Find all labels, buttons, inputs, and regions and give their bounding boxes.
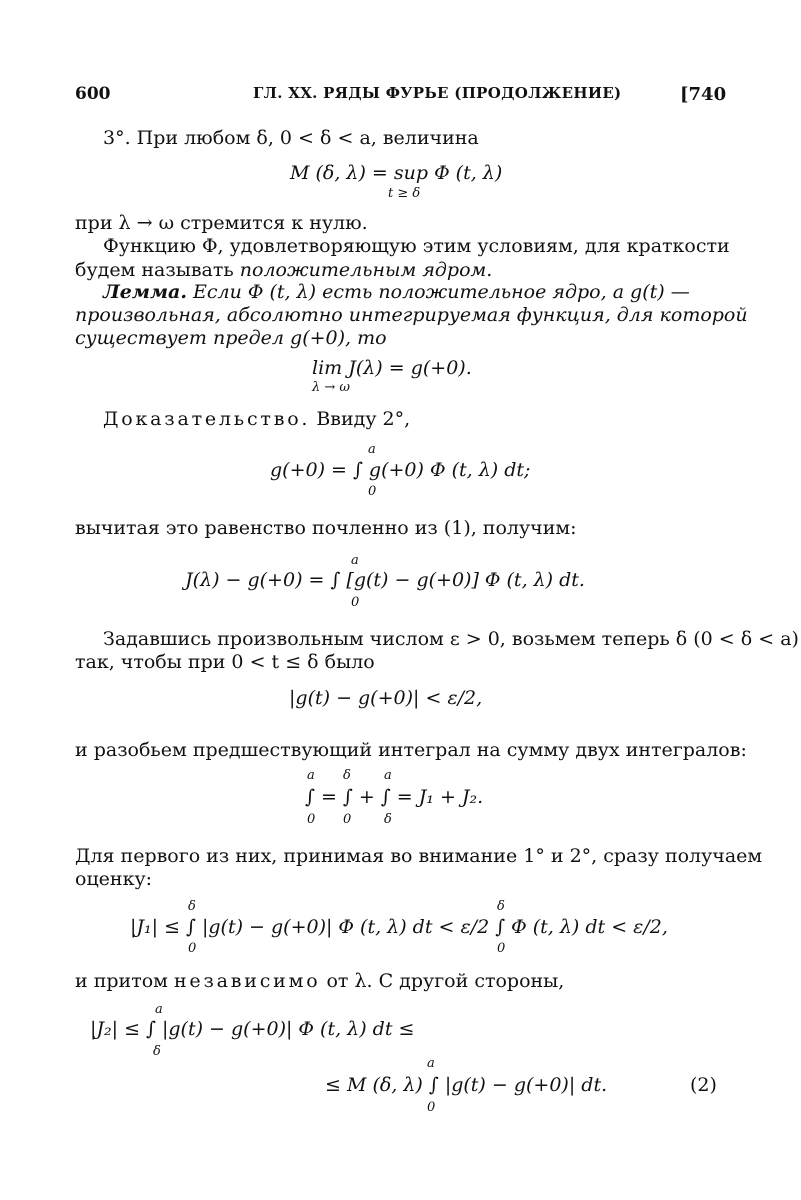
text-line: при λ → ω стремится к нулю. xyxy=(75,212,368,234)
text-span: и притом xyxy=(75,970,174,992)
integral-lower-limit: 0 xyxy=(497,941,506,956)
integral-upper-limit: a xyxy=(384,768,392,783)
integral-lower-limit: 0 xyxy=(427,1100,436,1115)
text-line: Функцию Φ, удовлетворяющую этим условиям, для краткости xyxy=(103,235,730,257)
formula-limit: lim J(λ) = g(+0). xyxy=(312,357,472,379)
integral-upper-limit: δ xyxy=(343,768,351,783)
lemma-text: Если Φ (t, λ) есть положительное ядро, а g(t) — xyxy=(186,281,690,303)
integral-lower-limit: 0 xyxy=(188,941,197,956)
formula-integral: g(+0) = ∫ g(+0) Φ (t, λ) dt; xyxy=(270,459,531,481)
text-line: оценку: xyxy=(75,868,153,890)
integral-upper-limit: a xyxy=(368,442,376,457)
integral-lower-limit: 0 xyxy=(368,484,377,499)
equation-number: (2) xyxy=(690,1074,717,1096)
integral-lower-limit: 0 xyxy=(343,812,352,827)
formula-epsilon-bound: |g(t) − g(+0)| < ε/2, xyxy=(289,687,483,709)
formula-difference: J(λ) − g(+0) = ∫ [g(t) − g(+0)] Φ (t, λ) dt. xyxy=(185,569,585,591)
text-spaced: независимо xyxy=(173,970,321,992)
text-span: будем называть xyxy=(75,259,240,281)
lemma-line: существует предел g(+0), то xyxy=(75,327,387,349)
proof-word: Доказательство. xyxy=(103,408,311,430)
section-number: [740 xyxy=(680,84,727,105)
text-line xyxy=(75,970,564,992)
integral-lower-limit: 0 xyxy=(351,595,360,610)
integral-lower-limit: 0 xyxy=(307,812,316,827)
page-number: 600 xyxy=(75,84,111,104)
lemma-line: произвольная, абсолютно интегрируемая функция, для которой xyxy=(75,304,748,326)
text-line: 3°. При любом δ, 0 < δ < a, величина xyxy=(103,127,479,149)
text-line xyxy=(103,408,410,430)
integral-upper-limit: a xyxy=(307,768,315,783)
text-line xyxy=(75,259,492,281)
integral-upper-limit: a xyxy=(155,1002,163,1017)
integral-upper-limit: δ xyxy=(188,899,196,914)
text-line: так, чтобы при 0 < t ≤ δ было xyxy=(75,651,375,673)
formula-j2-estimate: |J₂| ≤ ∫ |g(t) − g(+0)| Φ (t, λ) dt ≤ xyxy=(90,1018,415,1040)
integral-lower-limit: δ xyxy=(384,812,392,827)
integral-upper-limit: a xyxy=(427,1056,435,1071)
text-line: Для первого из них, принимая во внимание 1° и 2°, сразу получаем xyxy=(75,845,763,867)
text-line: и разобьем предшествующий интеграл на сумму двух интегралов: xyxy=(75,739,747,761)
formula-limit-subscript: λ → ω xyxy=(312,380,350,395)
lemma-line xyxy=(103,281,690,303)
text-span: Ввиду 2°, xyxy=(310,408,411,430)
integral-upper-limit: a xyxy=(351,553,359,568)
term-positive-kernel: положительным ядром. xyxy=(239,259,493,281)
text-line: Задавшись произвольным числом ε > 0, возьмем теперь δ (0 < δ < a) xyxy=(103,628,799,650)
integral-upper-limit: δ xyxy=(497,899,505,914)
lemma-heading: Лемма. xyxy=(103,281,187,303)
text-span: от λ. С другой стороны, xyxy=(320,970,565,992)
text-line: вычитая это равенство почленно из (1), получим: xyxy=(75,517,577,539)
formula-sup: M (δ, λ) = sup Φ (t, λ) xyxy=(290,162,503,184)
formula-j2-bound: ≤ M (δ, λ) ∫ |g(t) − g(+0)| dt. xyxy=(325,1074,608,1096)
formula-j1-estimate: |J₁| ≤ ∫ |g(t) − g(+0)| Φ (t, λ) dt < ε/2 ∫ Φ (t, λ) dt < ε/2, xyxy=(130,916,668,938)
formula-sup-subscript: t ≥ δ xyxy=(388,186,421,201)
chapter-title: ГЛ. XX. РЯДЫ ФУРЬЕ (ПРОДОЛЖЕНИЕ) xyxy=(253,84,622,102)
integral-lower-limit: δ xyxy=(153,1044,161,1059)
formula-split: ∫ = ∫ + ∫ = J₁ + J₂. xyxy=(305,786,484,808)
